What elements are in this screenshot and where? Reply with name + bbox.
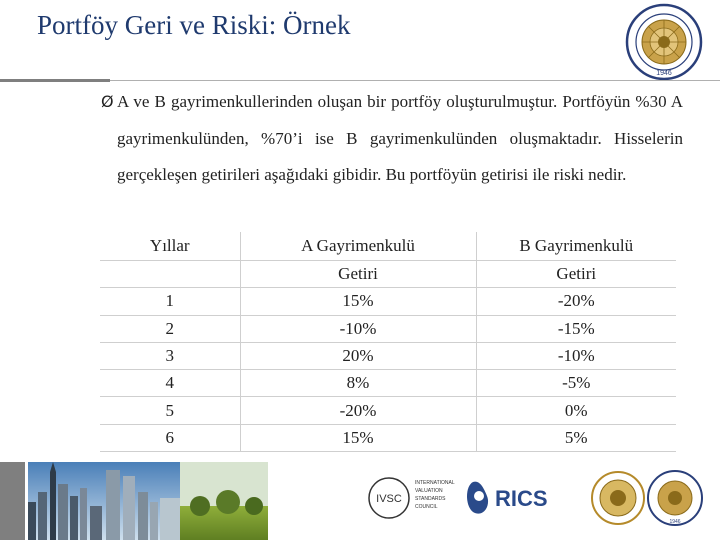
header-years: Yıllar: [100, 232, 240, 261]
ivsc-text-line: VALUATION: [415, 488, 443, 494]
table-row: [100, 370, 676, 397]
cell-year: 2: [100, 315, 240, 342]
table-header-row-2: [100, 261, 676, 288]
header-b: B Gayrimenkulü: [476, 232, 676, 261]
table-row: [100, 342, 676, 369]
header-years-sub: [100, 261, 240, 288]
body-paragraph: A ve B gayrimenkullerinden oluşan bir portföy oluşturulmuştur. Portföyün %30 A gayrimenkulünden, %70’i ise B gayrimenkulünden oluşmaktadır. Hisselerin gerçekleşen getirileri aşağıdaki gibidir. Bu portföyün getirisi ile riski nedir.: [117, 92, 683, 184]
city-skyline-image: [28, 462, 268, 540]
seal-year: 1946: [656, 70, 672, 77]
cell-a-return: -10%: [240, 315, 476, 342]
cell-b-return: 5%: [476, 424, 676, 451]
cell-a-return: 20%: [240, 342, 476, 369]
footer-seal-year: 1946: [669, 519, 681, 525]
ivsc-text-line: STANDARDS: [415, 496, 446, 502]
cell-a-return: -20%: [240, 397, 476, 424]
partner-logos: [365, 466, 705, 536]
cell-year: 4: [100, 370, 240, 397]
cell-year: 1: [100, 288, 240, 315]
cell-year: 5: [100, 397, 240, 424]
cell-b-return: -20%: [476, 288, 676, 315]
cell-b-return: -15%: [476, 315, 676, 342]
footer-left-bar: [0, 462, 25, 540]
cell-b-return: -5%: [476, 370, 676, 397]
header-a-sub: Getiri: [240, 261, 476, 288]
university-seal-logo: [623, 3, 705, 81]
ivsc-text-line: INTERNATIONAL: [415, 480, 455, 486]
table-row: [100, 424, 676, 451]
rics-logo: [467, 482, 548, 514]
cell-b-return: 0%: [476, 397, 676, 424]
header-a: A Gayrimenkulü: [240, 232, 476, 261]
ivsc-text-line: COUNCIL: [415, 504, 438, 510]
ivsc-label: IVSC: [376, 493, 402, 505]
ivsc-logo: [369, 478, 455, 518]
cell-a-return: 15%: [240, 424, 476, 451]
returns-table: [100, 232, 676, 452]
rics-label: RICS: [495, 486, 548, 511]
cell-b-return: -10%: [476, 342, 676, 369]
table-row: [100, 288, 676, 315]
table-row: [100, 397, 676, 424]
bullet-arrow-icon: Ø: [101, 92, 114, 111]
cell-a-return: 8%: [240, 370, 476, 397]
table-header-row: [100, 232, 676, 261]
cell-year: 3: [100, 342, 240, 369]
cell-year: 6: [100, 424, 240, 451]
slide-title: Portföy Geri ve Riski: Örnek: [37, 10, 351, 40]
table-row: [100, 315, 676, 342]
cell-a-return: 15%: [240, 288, 476, 315]
title-divider-accent: [0, 79, 110, 82]
university-seal-footer-logo: [648, 471, 702, 525]
gold-emblem-logo: [592, 472, 644, 524]
header-b-sub: Getiri: [476, 261, 676, 288]
